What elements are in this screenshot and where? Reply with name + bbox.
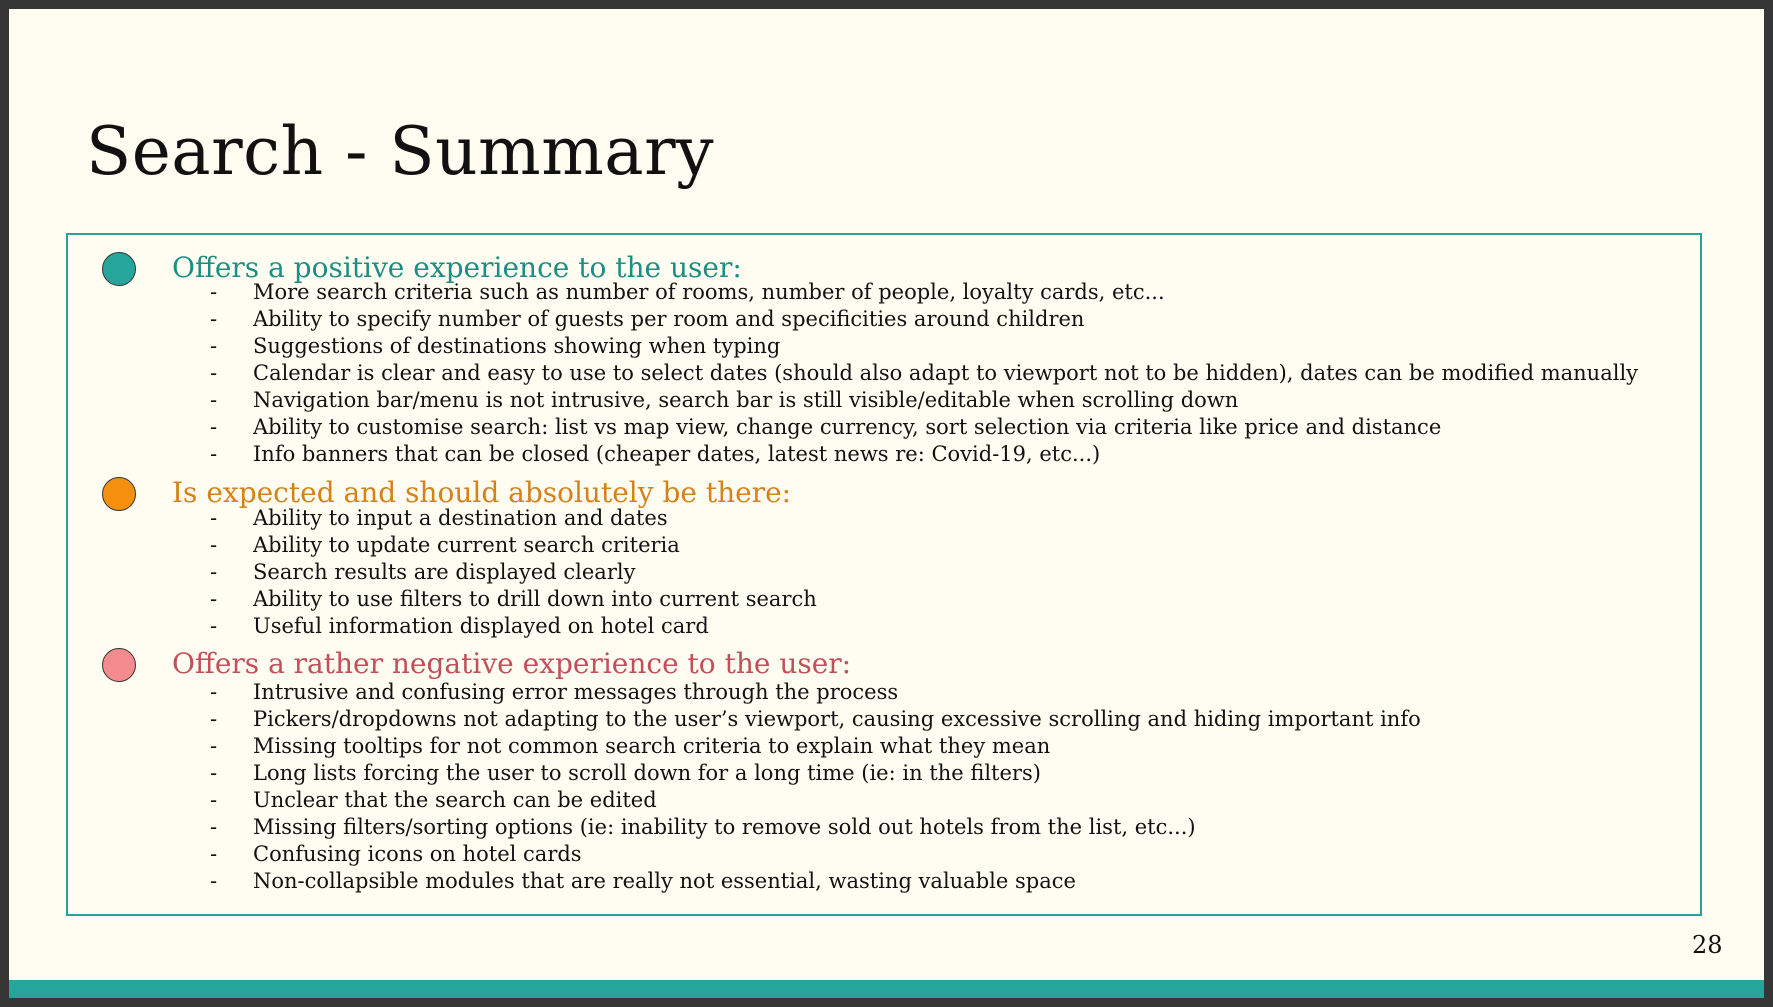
- summary-box: Offers a positive experience to the user: - More search criteria such as number of rooms, number of people, loyalty cards, etc... - Ability to specify number of guests per room and specificities around children - Suggestions of destinations showing when typing - Calendar is clear and easy to use to select dates (should also adapt to viewport not to be hidden), dates can be modified manually - Navigation bar/menu is not intrusive, search bar is still visible/editable when scrolling down - Ability to customise search: list vs map view, change currency, sort selection via criteria like price and distance - Info banners that can be closed (cheaper dates, latest news re: Covid-19, etc...) Is expected and should absolutely be there: - Ability to input a destination and dates - Ability to update current search criteria - Search results are displayed clearly - Ability to use filters to drill down into current search - Useful information displayed on hotel card Offers a rather negative experience to the user: - Intrusive and confusing error messages through the process - Pickers/dropdowns not adapting to the user’s viewport, causing excessive scrolling and hiding important info - Missing tooltips for not common search criteria to explain what they mean - Long lists forcing the user to scroll down for a long time (ie: in the filters) - Unclear that the search can be edited - Missing filters/sorting options (ie: inability to remove sold out hotels from the list, etc...) - Confusing icons on hotel cards - Non-collapsible modules that are really not essential, wasting valuable space: [66, 233, 1702, 916]
- section-heading-positive: Offers a positive experience to the user:: [172, 251, 742, 284]
- section-heading-expected: Is expected and should absolutely be there:: [172, 476, 792, 509]
- teal-circle-icon: [102, 252, 136, 286]
- section-heading-negative: Offers a rather negative experience to the user:: [172, 647, 852, 680]
- slide: [9, 9, 1764, 998]
- footer-bar: [9, 980, 1764, 998]
- slide-title: Search - Summary: [86, 113, 714, 190]
- page-number: 28: [1692, 931, 1723, 959]
- red-circle-icon: [102, 648, 136, 682]
- orange-circle-icon: [102, 477, 136, 511]
